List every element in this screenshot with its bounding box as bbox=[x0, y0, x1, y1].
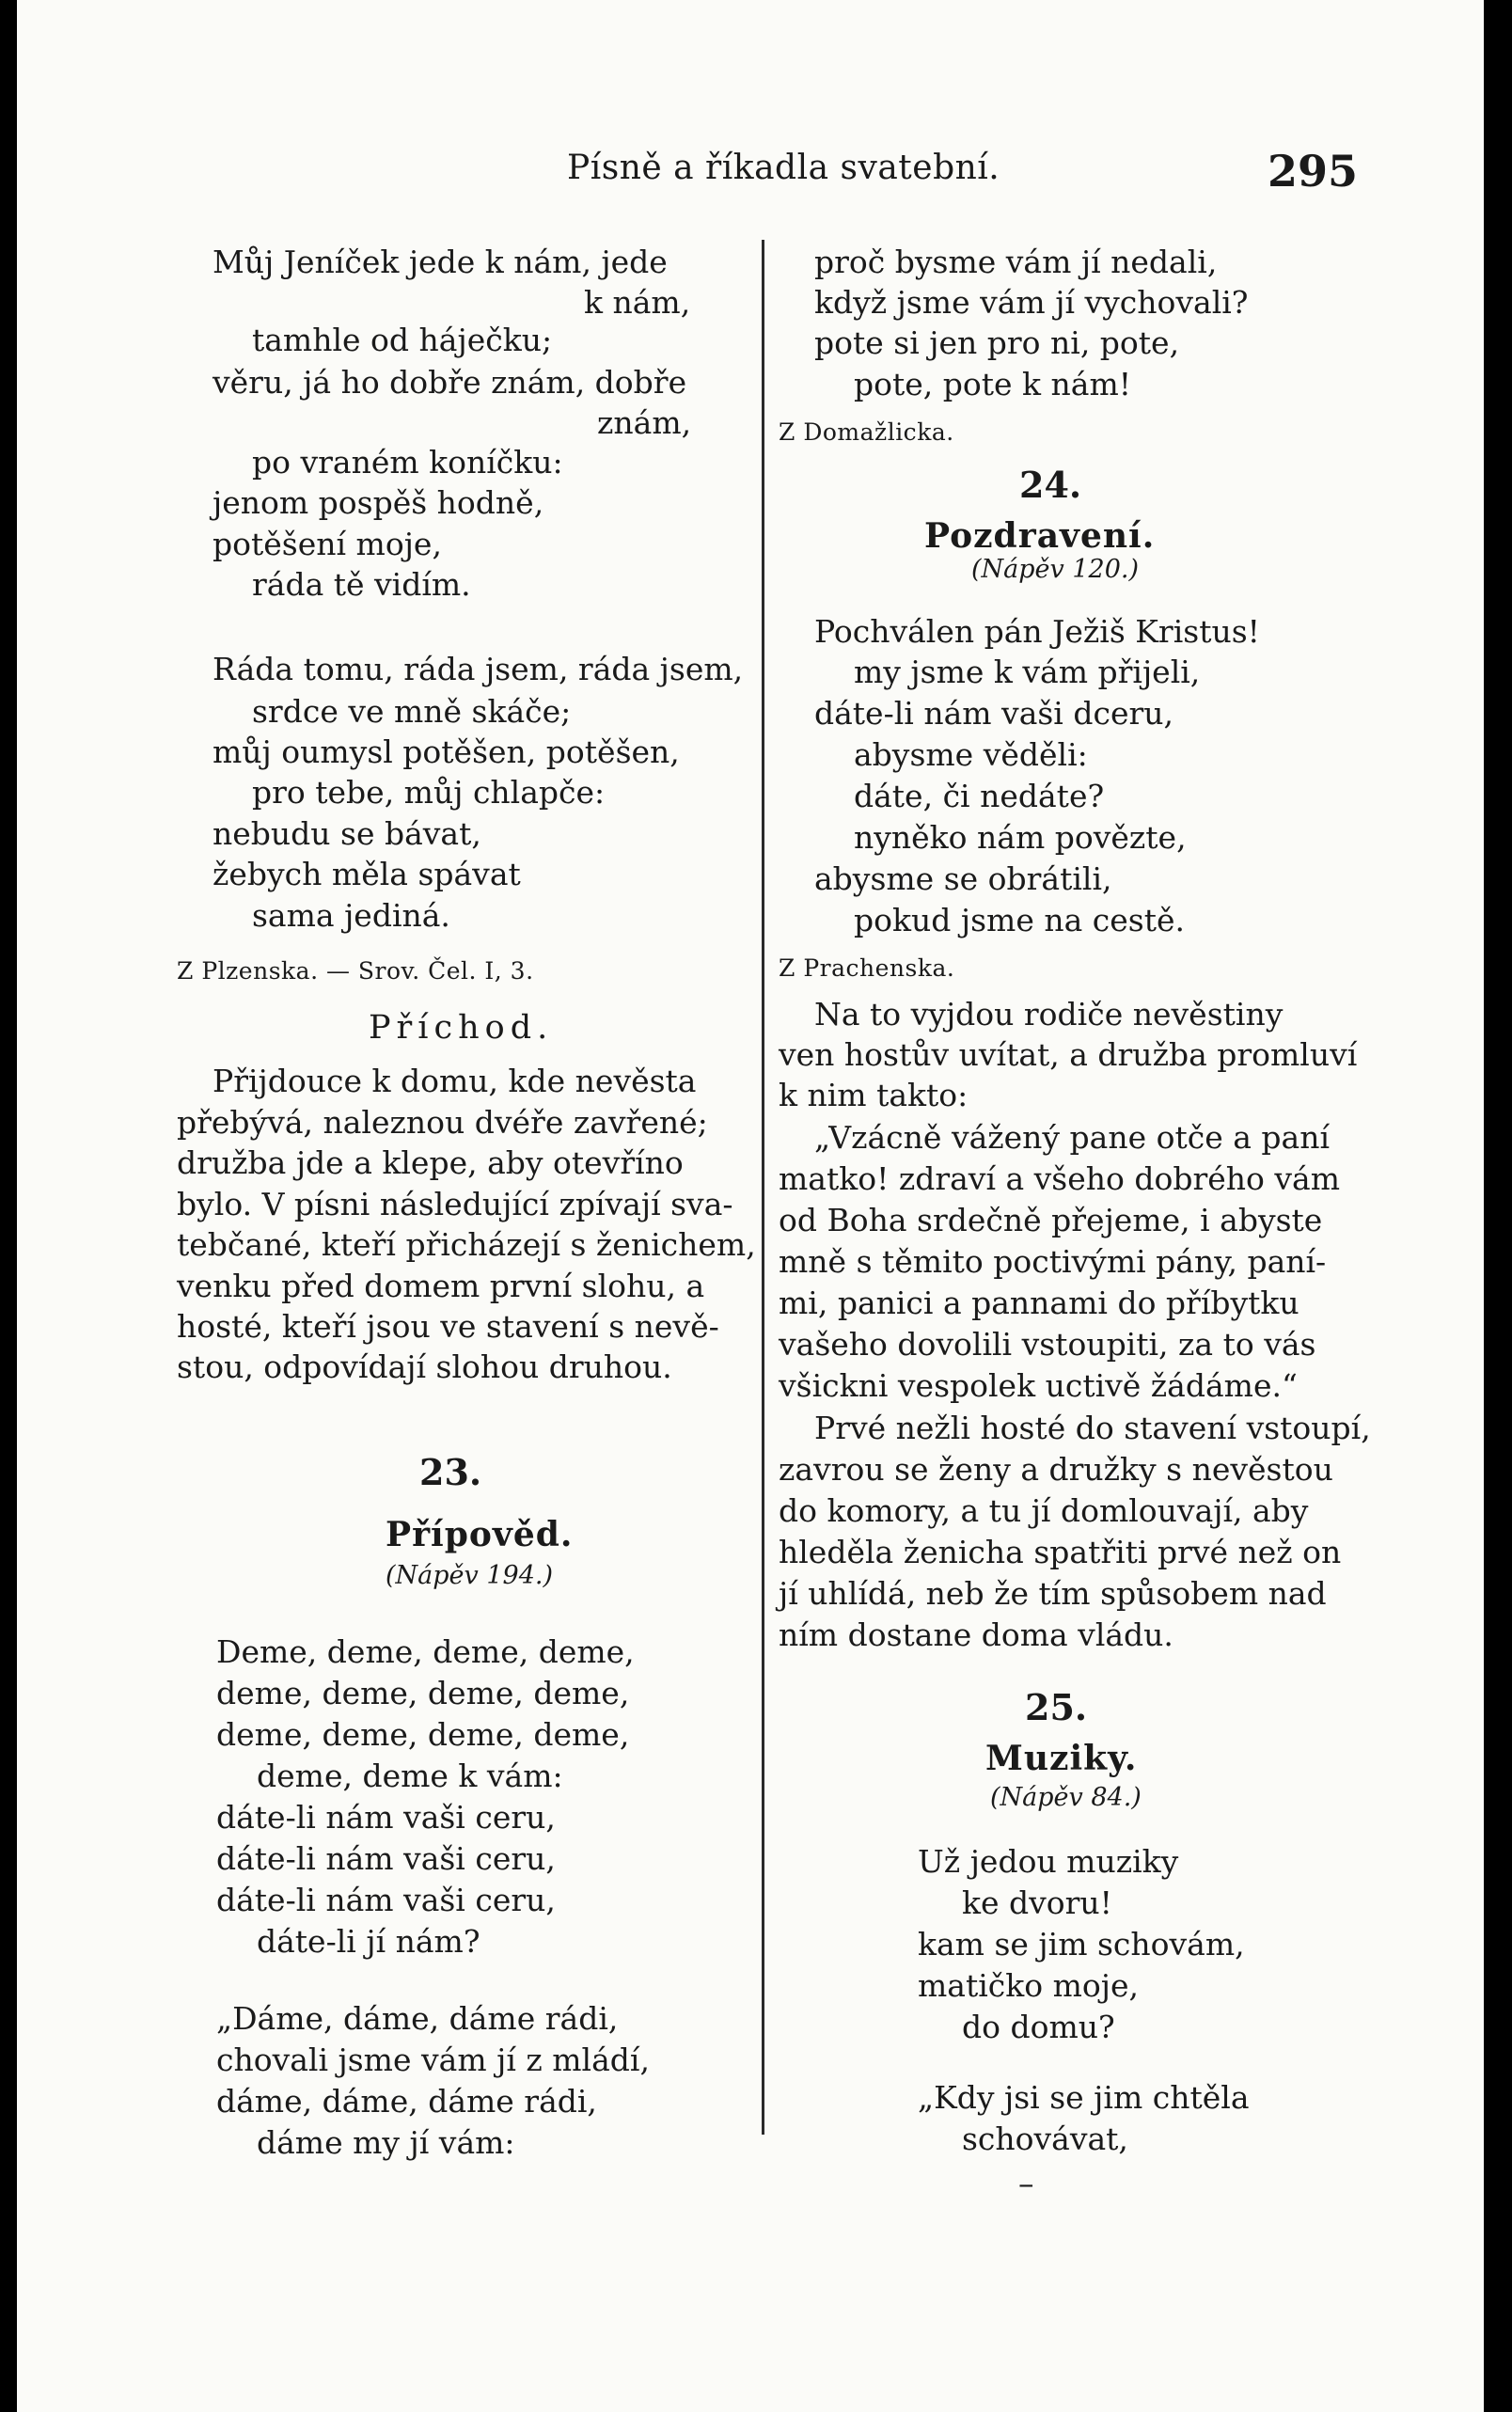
section-heading: Příchod. bbox=[369, 1009, 554, 1047]
prose-line: Přijdouce k domu, kde nevěsta bbox=[213, 1063, 697, 1099]
prose-line: hleděla ženicha spatřiti prvé než on bbox=[779, 1534, 1342, 1570]
prose-line: ním dostane doma vládu. bbox=[779, 1616, 1173, 1653]
poem2-line: sama jediná. bbox=[252, 897, 450, 934]
poem-line: proč bysme vám jí nedali, bbox=[814, 244, 1218, 280]
poem-line: když jsme vám jí vychovali? bbox=[814, 284, 1249, 321]
prose-line: do komory, a tu jí domlouvají, aby bbox=[779, 1492, 1309, 1529]
poem-line: pote, pote k nám! bbox=[854, 366, 1132, 402]
prose-line: hosté, kteří jsou ve stavení s nevě- bbox=[177, 1308, 719, 1345]
song-line: pokud jsme na cestě. bbox=[854, 902, 1185, 938]
song-line: dáte-li nám vaši ceru, bbox=[216, 1840, 556, 1877]
prose-line: mně s těmito poctivými pány, paní- bbox=[779, 1243, 1327, 1280]
poem1-line: po vraném koníčku: bbox=[252, 444, 563, 481]
poem2-line: Ráda tomu, ráda jsem, ráda jsem, bbox=[213, 651, 744, 687]
song-line: dáte-li nám vaši ceru, bbox=[216, 1882, 556, 1918]
prose-line: Na to vyjdou rodiče nevěstiny bbox=[814, 996, 1284, 1033]
song-line: do domu? bbox=[962, 2009, 1115, 2045]
prose-line: tebčané, kteří přicházejí s ženichem, bbox=[177, 1226, 756, 1263]
prose-line: přebývá, naleznou dvéře zavřené; bbox=[177, 1104, 708, 1141]
song-line: my jsme k vám přijeli, bbox=[854, 654, 1201, 690]
poem2-line: nebudu se bávat, bbox=[213, 815, 481, 852]
song-tune: (Nápěv 84.) bbox=[990, 1783, 1142, 1812]
song-line: dáte, či nedáte? bbox=[854, 778, 1105, 814]
song-line: dáte-li nám vaši dceru, bbox=[814, 695, 1173, 732]
song-tune: (Nápěv 120.) bbox=[971, 555, 1140, 584]
prose-line: k nim takto: bbox=[779, 1077, 969, 1113]
reply-line: dáme, dáme, dáme rádi, bbox=[216, 2083, 597, 2120]
page-number: 295 bbox=[1268, 146, 1359, 197]
book-page bbox=[17, 0, 1484, 2412]
prose-line: „Vzácně vážený pane otče a paní bbox=[814, 1119, 1331, 1156]
prose-line: družba jde a klepe, aby otevříno bbox=[177, 1144, 684, 1181]
poem1-line: věru, já ho dobře znám, dobře bbox=[213, 364, 687, 401]
poem2-line: můj oumysl potěšen, potěšen, bbox=[213, 733, 680, 770]
source-note: Z Plzenska. — Srov. Čel. I, 3. bbox=[177, 957, 534, 985]
song-line: abysme věděli: bbox=[854, 736, 1088, 773]
column-divider bbox=[762, 240, 764, 2135]
prose-line: ven hostův uvítat, a družba promluví bbox=[779, 1036, 1358, 1073]
reply-line: schovávat, bbox=[962, 2120, 1128, 2157]
song-line: deme, deme, deme, deme, bbox=[216, 1675, 630, 1711]
song-line: Pochválen pán Ježiš Kristus! bbox=[814, 613, 1260, 650]
reply-line: „Kdy jsi se jim chtěla bbox=[918, 2079, 1250, 2116]
reply-line: „Dáme, dáme, dáme rádi, bbox=[216, 2000, 619, 2037]
poem1-line: tamhle od háječku; bbox=[252, 322, 553, 358]
prose-line: zavrou se ženy a družky s nevěstou bbox=[779, 1451, 1333, 1488]
prose-line: venku před domem první slohu, a bbox=[177, 1268, 705, 1304]
poem2-line: žebych měla spávat bbox=[213, 856, 521, 892]
song-line: deme, deme k vám: bbox=[257, 1758, 563, 1794]
song-tune: (Nápěv 194.) bbox=[386, 1561, 554, 1590]
prose-line: mi, panici a pannami do příbytku bbox=[779, 1285, 1299, 1321]
source-note: Z Prachenska. bbox=[779, 954, 955, 982]
song-number: 24. bbox=[1019, 464, 1082, 506]
prose-line: bylo. V písni následující zpívají sva- bbox=[177, 1186, 733, 1222]
song-line: nyněko nám povězte, bbox=[854, 819, 1187, 856]
poem1-line: k nám, bbox=[584, 284, 691, 321]
poem1-line: ráda tě vidím. bbox=[252, 566, 471, 603]
poem-line: pote si jen pro ni, pote, bbox=[814, 324, 1180, 361]
song-line: ke dvoru! bbox=[962, 1884, 1112, 1921]
song-line: Už jedou muziky bbox=[918, 1843, 1179, 1880]
prose-line: Prvé nežli hosté do stavení vstoupí, bbox=[814, 1410, 1371, 1446]
song-line: dáte-li nám vaši ceru, bbox=[216, 1799, 556, 1836]
reply-line: dáme my jí vám: bbox=[257, 2124, 515, 2161]
running-header: Písně a říkadla svatební. bbox=[567, 149, 1000, 187]
poem2-line: pro tebe, můj chlapče: bbox=[252, 774, 606, 811]
catchword-dash: – bbox=[1018, 2165, 1034, 2201]
poem1-line: jenom pospěš hodně, bbox=[213, 484, 544, 521]
prose-line: jí uhlídá, neb že tím spůsobem nad bbox=[779, 1575, 1327, 1612]
prose-line: od Boha srdečně přejeme, i abyste bbox=[779, 1202, 1323, 1238]
song-line: Deme, deme, deme, deme, bbox=[216, 1633, 635, 1670]
song-title: Muziky. bbox=[985, 1739, 1138, 1778]
song-line: dáte-li jí nám? bbox=[257, 1923, 480, 1960]
source-note: Z Domažlicka. bbox=[779, 418, 954, 446]
prose-line: matko! zdraví a všeho dobrého vám bbox=[779, 1160, 1341, 1197]
song-line: deme, deme, deme, deme, bbox=[216, 1716, 630, 1753]
poem1-line: znám, bbox=[597, 404, 692, 441]
song-title: Přípověd. bbox=[386, 1515, 574, 1554]
song-number: 25. bbox=[1025, 1686, 1088, 1728]
reply-line: chovali jsme vám jí z mládí, bbox=[216, 2042, 650, 2078]
song-title: Pozdravení. bbox=[924, 516, 1156, 556]
prose-line: vašeho dovolili vstoupiti, za to vás bbox=[779, 1326, 1316, 1363]
poem1-line: Můj Jeníček jede k nám, jede bbox=[213, 244, 668, 280]
song-line: matičko moje, bbox=[918, 1967, 1140, 2004]
prose-line: všickni vespolek uctivě žádáme.“ bbox=[779, 1367, 1298, 1404]
song-line: kam se jim schovám, bbox=[918, 1926, 1245, 1963]
song-line: abysme se obrátili, bbox=[814, 860, 1112, 897]
song-number: 23. bbox=[419, 1451, 482, 1493]
prose-line: stou, odpovídají slohou druhou. bbox=[177, 1348, 672, 1385]
poem2-line: srdce ve mně skáče; bbox=[252, 693, 572, 730]
poem1-line: potěšení moje, bbox=[213, 526, 442, 562]
